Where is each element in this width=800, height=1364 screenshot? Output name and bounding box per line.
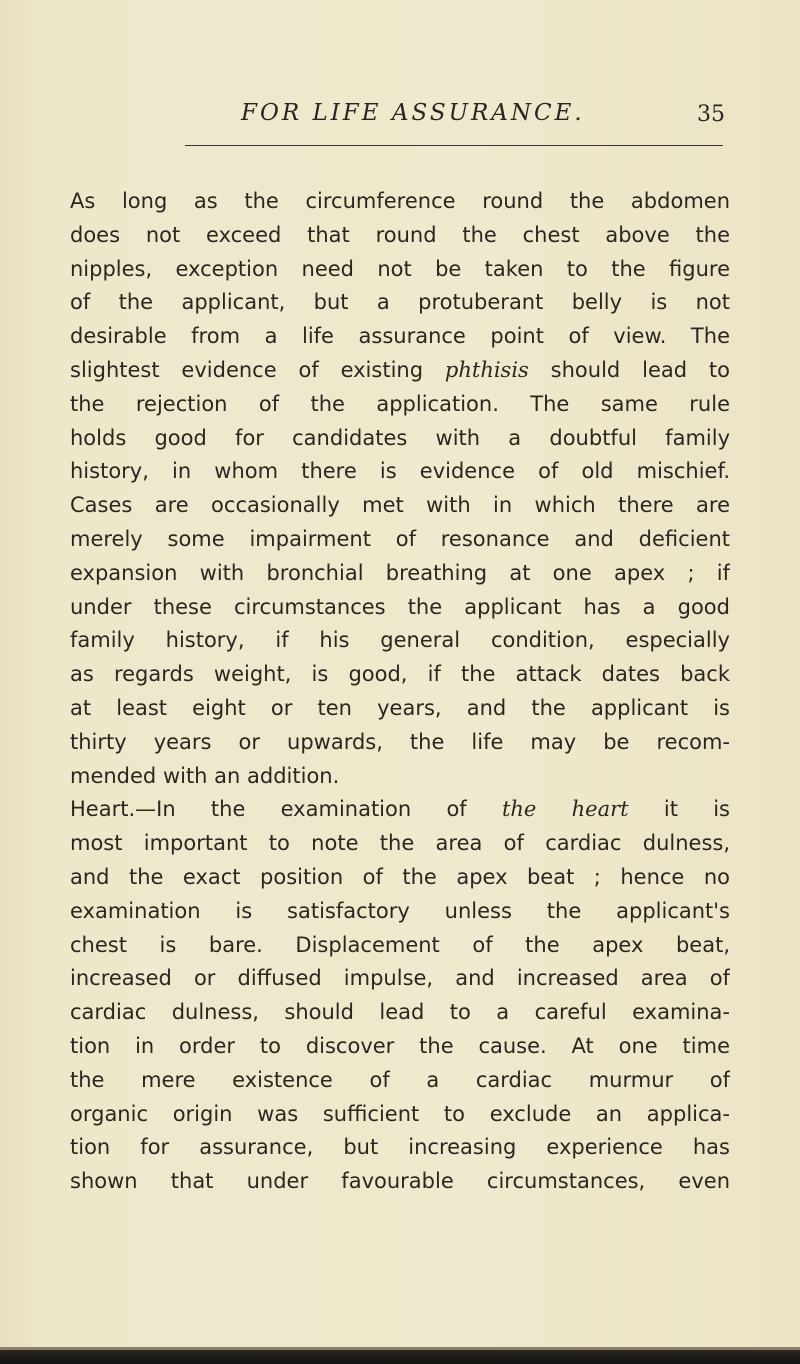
text-line: as regards weight, is good, if the attack dates back (70, 662, 730, 687)
text-line: history, in whom there is evidence of old mischief. (70, 459, 730, 484)
page-header (185, 100, 725, 134)
text-line: shown that under favourable circumstances, even (70, 1169, 730, 1194)
text-line: most important to note the area of cardiac dulness, (70, 831, 730, 856)
text-line: at least eight or ten years, and the applicant is (70, 695, 730, 720)
text-line: nipples, exception need not be taken to the figure (70, 256, 730, 281)
italic-term: the heart (501, 797, 629, 822)
page-number: 35 (697, 102, 725, 127)
text-line: and the exact position of the apex beat ; hence no (70, 864, 730, 889)
text-line: expansion with bronchial breathing at one apex ; if (70, 560, 730, 585)
text-line: merely some impairment of resonance and deficient (70, 526, 730, 551)
header-rule (185, 145, 723, 146)
text-line: examination is satisfactory unless the applicant's (70, 898, 730, 923)
text-line: cardiac dulness, should lead to a careful examina- (70, 1000, 730, 1025)
text-line: of the applicant, but a protuberant belly is not (70, 290, 730, 315)
text-line: thirty years or upwards, the life may be recom- (70, 729, 730, 754)
text-line: does not exceed that round the chest above the (70, 222, 730, 247)
text-line: under these circumstances the applicant has a good (70, 594, 730, 619)
text-line: Cases are occasionally met with in which there are (70, 493, 730, 518)
text-line: slightest evidence of existing phthisis should lead to (70, 357, 730, 382)
text-line: the rejection of the application. The same rule (70, 391, 730, 416)
text-line: desirable from a life assurance point of view. The (70, 324, 730, 349)
text-line: tion in order to discover the cause. At one time (70, 1033, 730, 1058)
text-line: Heart.—In the examination of the heart it is (70, 797, 730, 822)
page-bottom-edge (0, 1350, 800, 1364)
running-title: FOR LIFE ASSURANCE. (241, 100, 585, 126)
italic-term: phthisis (444, 357, 529, 382)
text-line: increased or diffused impulse, and increased area of (70, 966, 730, 991)
text-line: the mere existence of a cardiac murmur of (70, 1067, 730, 1092)
text-line: organic origin was sufficient to exclude an applica- (70, 1101, 730, 1126)
text-line: mended with an addition. (70, 763, 340, 788)
text-line: family history, if his general condition, especially (70, 628, 730, 653)
text-line: tion for assurance, but increasing experience has (70, 1135, 730, 1160)
text-line: chest is bare. Displacement of the apex beat, (70, 932, 730, 957)
text-line: As long as the circumference round the abdomen (70, 189, 730, 213)
body-text (70, 185, 730, 1199)
text-line: holds good for candidates with a doubtful family (70, 425, 730, 450)
